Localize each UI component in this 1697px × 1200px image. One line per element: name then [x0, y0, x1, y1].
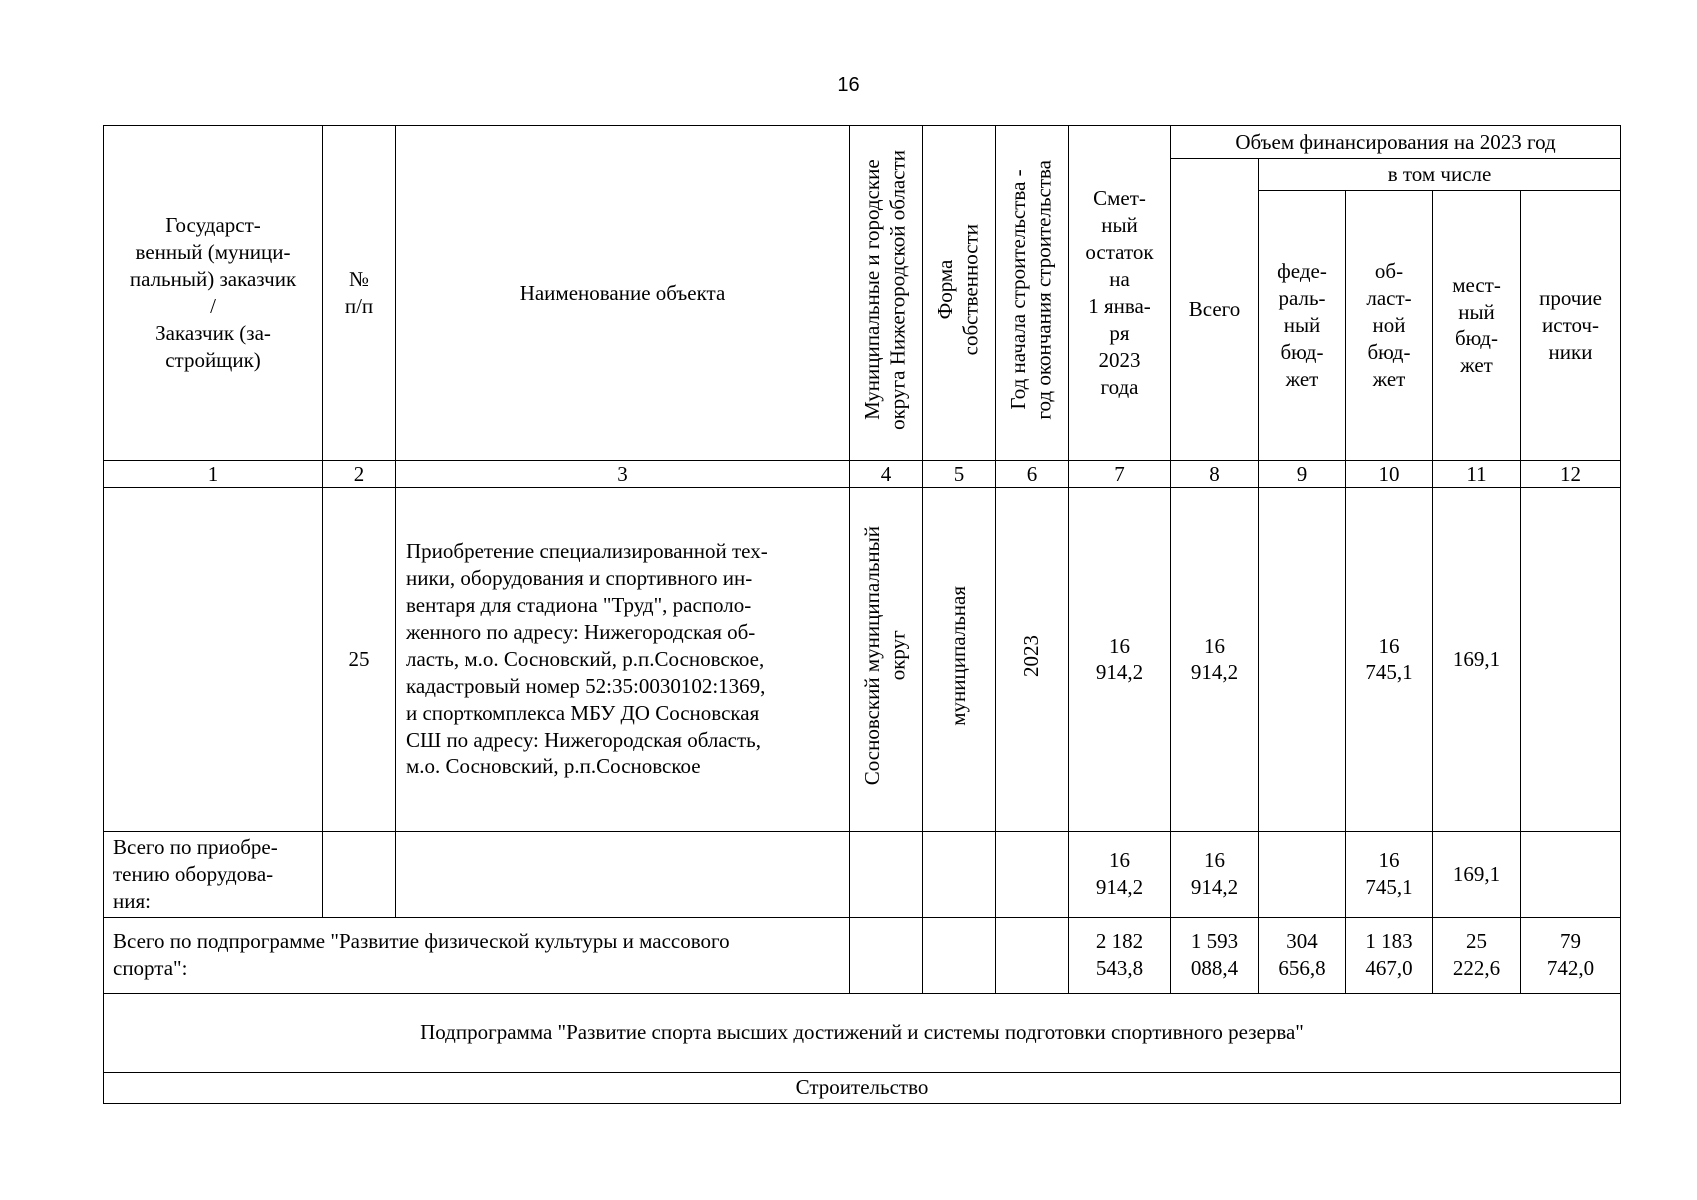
- subprogram-total-row: [104, 917, 1621, 993]
- subprogram-total-federal: 304 656,8: [1259, 917, 1346, 993]
- subprogram-heading-row: [104, 993, 1621, 1072]
- col-num-9: 9: [1259, 460, 1346, 487]
- col-num-11: 11: [1433, 460, 1521, 487]
- col-num-12: 12: [1521, 460, 1621, 487]
- row25-object-name: Приобретение специализированной тех- ники, оборудования и спортивного ин- вентаря для стадиона "Труд", располо- женного по адресу: Нижегородская об- ласть, м.о. Сосновский, р.п.Сосновское, кадастровый номер 52:35:0030102:1369, и спорткомплекса МБУ ДО Сосновская СШ по адресу: Нижегородская область, м.о. Сосновский, р.п.Сосновское: [396, 487, 850, 831]
- header-federal: феде- раль- ный бюд- жет: [1259, 190, 1346, 460]
- header-total: Всего: [1171, 159, 1259, 461]
- equipment-total-empty-years: [996, 831, 1069, 917]
- equipment-total-label: Всего по приобре- тению оборудова- ния:: [104, 831, 323, 917]
- row25-local: 169,1: [1433, 487, 1521, 831]
- subprogram-total-empty-years: [996, 917, 1069, 993]
- row25-years: 2023: [1019, 634, 1044, 677]
- equipment-total-federal: [1259, 831, 1346, 917]
- col-num-3: 3: [396, 460, 850, 487]
- header-regional: об- ласт- ной бюд- жет: [1346, 190, 1433, 460]
- row25-num: 25: [323, 487, 396, 831]
- row25-total: 16 914,2: [1171, 487, 1259, 831]
- row25-municipal: Сосновский муниципальный округ: [860, 526, 910, 786]
- equipment-total-local: 169,1: [1433, 831, 1521, 917]
- col-num-7: 7: [1069, 460, 1171, 487]
- table-row: [104, 487, 1621, 831]
- subprogram-total-empty-ownership: [923, 917, 996, 993]
- header-other: прочие источ- ники: [1521, 190, 1621, 460]
- header-num: № п/п: [323, 126, 396, 461]
- equipment-total-empty-num: [323, 831, 396, 917]
- header-municipal: Муниципальные и городские округа Нижегородской области: [860, 149, 910, 430]
- col-num-10: 10: [1346, 460, 1433, 487]
- equipment-total-regional: 16 745,1: [1346, 831, 1433, 917]
- equipment-total-row: [104, 831, 1621, 917]
- row25-other: [1521, 487, 1621, 831]
- header-estimate: Смет- ный остаток на 1 янва- ря 2023 года: [1069, 126, 1171, 461]
- row25-ownership: муниципальная: [946, 586, 971, 726]
- subprogram-total-label: Всего по подпрограмме "Развитие физической культуры и массового спорта":: [104, 917, 850, 993]
- header-including: в том числе: [1259, 159, 1621, 191]
- subprogram-total-other: 79 742,0: [1521, 917, 1621, 993]
- equipment-total-other: [1521, 831, 1621, 917]
- col-num-6: 6: [996, 460, 1069, 487]
- col-num-5: 5: [923, 460, 996, 487]
- col-num-2: 2: [323, 460, 396, 487]
- equipment-total-total: 16 914,2: [1171, 831, 1259, 917]
- subprogram-total-regional: 1 183 467,0: [1346, 917, 1433, 993]
- section-heading: Строительство: [104, 1072, 1621, 1103]
- equipment-total-estimate: 16 914,2: [1069, 831, 1171, 917]
- header-object-name: Наименование объекта: [396, 126, 850, 461]
- section-heading-row: [104, 1072, 1621, 1103]
- header-ownership: Форма собственности: [933, 223, 983, 356]
- row25-estimate: 16 914,2: [1069, 487, 1171, 831]
- row25-federal: [1259, 487, 1346, 831]
- row25-regional: 16 745,1: [1346, 487, 1433, 831]
- subprogram-heading: Подпрограмма "Развитие спорта высших достижений и системы подготовки спортивного резерва": [104, 993, 1621, 1072]
- col-num-1: 1: [104, 460, 323, 487]
- page-number: 16: [837, 74, 860, 96]
- header-local: мест- ный бюд- жет: [1433, 190, 1521, 460]
- equipment-total-empty-municipal: [850, 831, 923, 917]
- subprogram-total-estimate: 2 182 543,8: [1069, 917, 1171, 993]
- subprogram-total-total: 1 593 088,4: [1171, 917, 1259, 993]
- subprogram-total-local: 25 222,6: [1433, 917, 1521, 993]
- col-num-4: 4: [850, 460, 923, 487]
- equipment-total-empty-name: [396, 831, 850, 917]
- column-number-row: [104, 460, 1621, 487]
- header-funding-group: Объем финансирования на 2023 год: [1171, 126, 1621, 159]
- subprogram-total-empty-municipal: [850, 917, 923, 993]
- col-num-8: 8: [1171, 460, 1259, 487]
- header-customer: Государст- венный (муници- пальный) заказчик / Заказчик (за- стройщик): [104, 126, 323, 461]
- header-row-1: [104, 126, 1621, 159]
- row25-customer: [104, 487, 323, 831]
- header-years: Год начала строительства - год окончания строительства: [1006, 159, 1056, 420]
- financing-table: [103, 125, 1621, 1104]
- equipment-total-empty-ownership: [923, 831, 996, 917]
